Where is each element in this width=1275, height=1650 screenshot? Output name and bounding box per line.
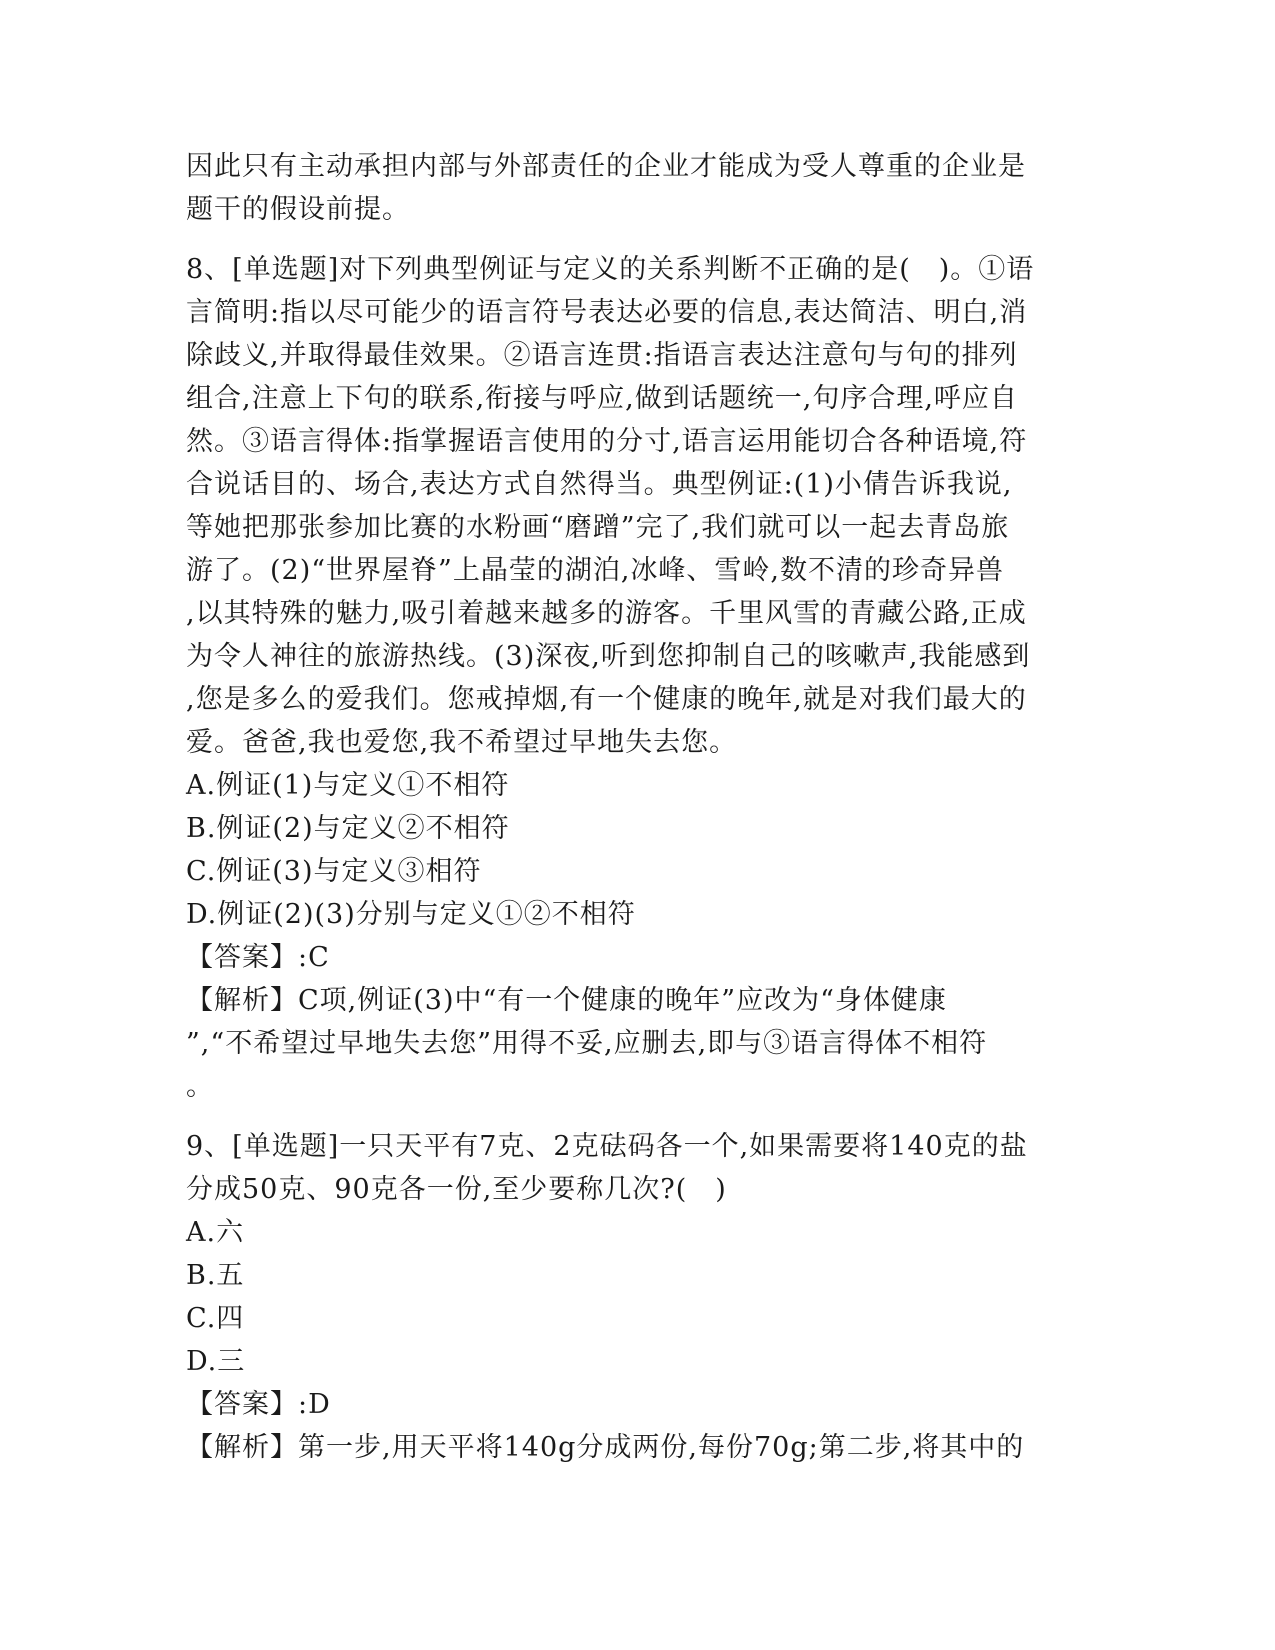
analysis-line: 【解析】C项,例证(3)中“有一个健康的晚年”应改为“身体健康 <box>186 985 947 1016</box>
question-9 <box>186 1125 1096 1469</box>
question-8-analysis <box>186 979 1096 1108</box>
stem-line: 等她把那张参加比赛的水粉画“磨蹭”完了,我们就可以一起去青岛旅 <box>186 512 1010 543</box>
question-9-answer: 【答案】:D <box>186 1389 331 1420</box>
option-d: D.例证(2)(3)分别与定义①②不相符 <box>186 899 636 930</box>
stem-line: 合说话目的、场合,表达方式自然得当。典型例证:(1)小倩告诉我说, <box>186 469 1013 500</box>
analysis-line: 【解析】第一步,用天平将140g分成两份,每份70g;第二步,将其中的 <box>186 1432 1025 1463</box>
intro-line: 因此只有主动承担内部与外部责任的企业才能成为受人尊重的企业是 <box>186 151 1026 182</box>
option-a: A.六 <box>186 1217 245 1248</box>
stem-line: 爱。爸爸,我也爱您,我不希望过早地失去您。 <box>186 727 738 758</box>
question-8 <box>186 248 1096 1108</box>
document-content <box>186 145 1096 1469</box>
analysis-line: 。 <box>186 1071 214 1102</box>
stem-line: 分成50克、90克各一份,至少要称几次?( ) <box>186 1174 727 1205</box>
stem-line: 游了。(2)“世界屋脊”上晶莹的湖泊,冰峰、雪岭,数不清的珍奇异兽 <box>186 555 1005 586</box>
question-8-answer: 【答案】:C <box>186 942 330 973</box>
question-8-stem <box>186 248 1096 764</box>
option-c: C.四 <box>186 1303 245 1334</box>
option-b: B.例证(2)与定义②不相符 <box>186 813 510 844</box>
stem-line: 9、[单选题]一只天平有7克、2克砝码各一个,如果需要将140克的盐 <box>186 1131 1028 1162</box>
intro-line: 题干的假设前提。 <box>186 194 410 225</box>
option-d: D.三 <box>186 1346 246 1377</box>
option-c: C.例证(3)与定义③相符 <box>186 856 482 887</box>
stem-line: 然。③语言得体:指掌握语言使用的分寸,语言运用能切合各种语境,符 <box>186 426 1028 457</box>
stem-line: 除歧义,并取得最佳效果。②语言连贯:指语言表达注意句与句的排列 <box>186 340 1018 371</box>
question-9-analysis <box>186 1426 1096 1469</box>
question-9-stem <box>186 1125 1096 1211</box>
stem-line: ,以其特殊的魅力,吸引着越来越多的游客。千里风雪的青藏公路,正成 <box>186 598 1027 629</box>
stem-line: 为令人神往的旅游热线。(3)深夜,听到您抑制自己的咳嗽声,我能感到 <box>186 641 1031 672</box>
stem-line: 8、[单选题]对下列典型例证与定义的关系判断不正确的是( )。①语 <box>186 254 1035 285</box>
option-a: A.例证(1)与定义①不相符 <box>186 770 510 801</box>
stem-line: 言简明:指以尽可能少的语言符号表达必要的信息,表达简洁、明白,消 <box>186 297 1028 328</box>
intro-paragraph <box>186 145 1096 231</box>
option-b: B.五 <box>186 1260 245 1291</box>
stem-line: ,您是多么的爱我们。您戒掉烟,有一个健康的晚年,就是对我们最大的 <box>186 684 1027 715</box>
question-8-options <box>186 764 1096 936</box>
question-9-options <box>186 1211 1096 1383</box>
stem-line: 组合,注意上下句的联系,衔接与呼应,做到话题统一,句序合理,呼应自 <box>186 383 1018 414</box>
analysis-line: ”,“不希望过早地失去您”用得不妥,应删去,即与③语言得体不相符 <box>186 1028 988 1059</box>
